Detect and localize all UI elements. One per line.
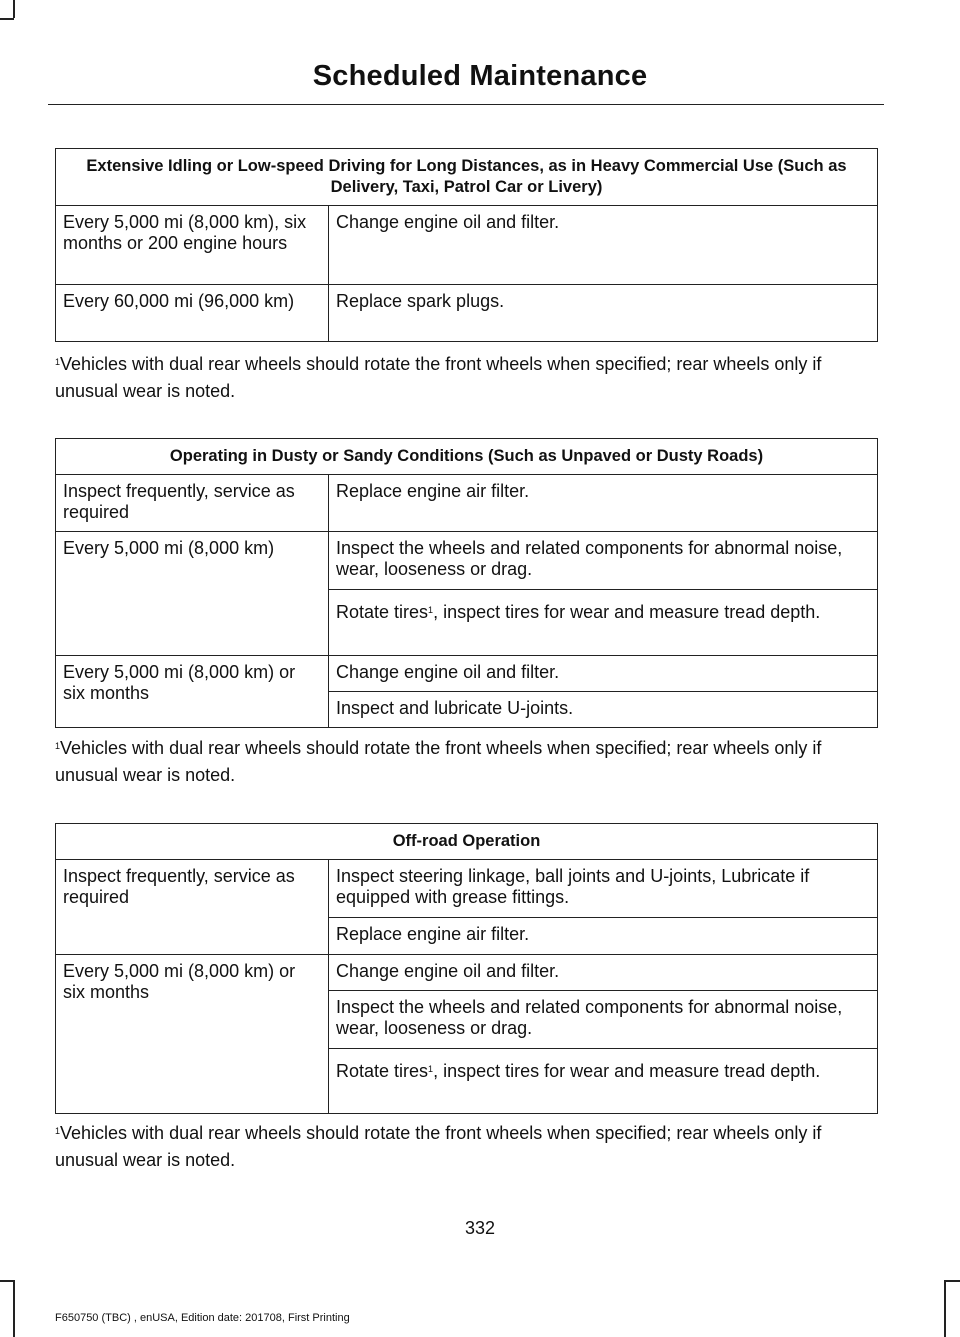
title-divider xyxy=(48,104,884,105)
table-row xyxy=(56,656,878,692)
rotate-text: Rotate tires xyxy=(336,1061,429,1081)
maintenance-table-idling xyxy=(55,148,878,342)
page-number: 332 xyxy=(464,1218,496,1238)
action-cell: Replace engine air filter. xyxy=(329,475,878,532)
crop-mark xyxy=(0,1280,14,1282)
action-cell xyxy=(329,1049,878,1114)
table-row xyxy=(56,532,878,590)
maintenance-table-offroad xyxy=(55,823,878,1114)
crop-mark xyxy=(13,1280,15,1337)
footnote xyxy=(55,1120,885,1174)
rotate-text: , inspect tires for wear and measure tread depth. xyxy=(433,1061,821,1081)
action-cell: Inspect and lubricate U-joints. xyxy=(329,692,878,728)
footnote-ref: 1 xyxy=(428,605,434,615)
crop-mark xyxy=(0,18,14,20)
maintenance-table-dusty xyxy=(55,438,878,728)
page-title: Scheduled Maintenance xyxy=(312,60,648,92)
interval-cell: Every 5,000 mi (8,000 km) or six months xyxy=(56,656,329,728)
crop-mark xyxy=(944,1280,960,1282)
interval-cell: Inspect frequently, service as required xyxy=(56,475,329,532)
action-cell: Replace spark plugs. xyxy=(329,285,878,342)
rotate-text: Rotate tires xyxy=(336,602,429,622)
interval-cell: Every 5,000 mi (8,000 km) or six months xyxy=(56,955,329,1114)
table-row xyxy=(56,860,878,918)
action-cell: Inspect the wheels and related components for abnormal noise, wear, looseness or drag. xyxy=(329,991,878,1049)
rotate-text: , inspect tires for wear and measure tread depth. xyxy=(433,602,821,622)
action-cell: Change engine oil and filter. xyxy=(329,206,878,285)
interval-cell: Every 5,000 mi (8,000 km), six months or 200 engine hours xyxy=(56,206,329,285)
action-cell: Replace engine air filter. xyxy=(329,918,878,955)
table-heading: Off-road Operation xyxy=(56,824,878,860)
interval-cell: Inspect frequently, service as required xyxy=(56,860,329,955)
edition-footer: F650750 (TBC) , enUSA, Edition date: 201708, First Printing xyxy=(55,1312,350,1324)
footnote-marker: 1 xyxy=(55,1126,61,1136)
action-cell xyxy=(329,590,878,656)
footnote-marker: 1 xyxy=(55,741,61,751)
interval-cell: Every 5,000 mi (8,000 km) xyxy=(56,532,329,656)
footnote-marker: 1 xyxy=(55,357,61,367)
table-row xyxy=(56,955,878,991)
crop-mark xyxy=(944,1280,946,1337)
action-cell: Change engine oil and filter. xyxy=(329,955,878,991)
interval-cell: Every 60,000 mi (96,000 km) xyxy=(56,285,329,342)
table-row xyxy=(56,475,878,532)
footnote xyxy=(55,735,885,789)
footnote-ref: 1 xyxy=(428,1064,434,1074)
crop-mark xyxy=(13,0,15,18)
table-row xyxy=(56,285,878,342)
table-heading: Extensive Idling or Low-speed Driving for Long Distances, as in Heavy Commercial Use (Such as Delivery, Taxi, Patrol Car or Livery) xyxy=(56,149,878,206)
table-row xyxy=(56,206,878,285)
table-heading: Operating in Dusty or Sandy Conditions (Such as Unpaved or Dusty Roads) xyxy=(56,439,878,475)
action-cell: Inspect steering linkage, ball joints and U-joints, Lubricate if equipped with grease fittings. xyxy=(329,860,878,918)
footnote-text: Vehicles with dual rear wheels should rotate the front wheels when specified; rear wheels only if unusual wear is noted. xyxy=(55,1123,822,1170)
action-cell: Inspect the wheels and related components for abnormal noise, wear, looseness or drag. xyxy=(329,532,878,590)
action-cell: Change engine oil and filter. xyxy=(329,656,878,692)
footnote-text: Vehicles with dual rear wheels should rotate the front wheels when specified; rear wheels only if unusual wear is noted. xyxy=(55,738,822,785)
footnote xyxy=(55,351,885,405)
footnote-text: Vehicles with dual rear wheels should rotate the front wheels when specified; rear wheels only if unusual wear is noted. xyxy=(55,354,822,401)
